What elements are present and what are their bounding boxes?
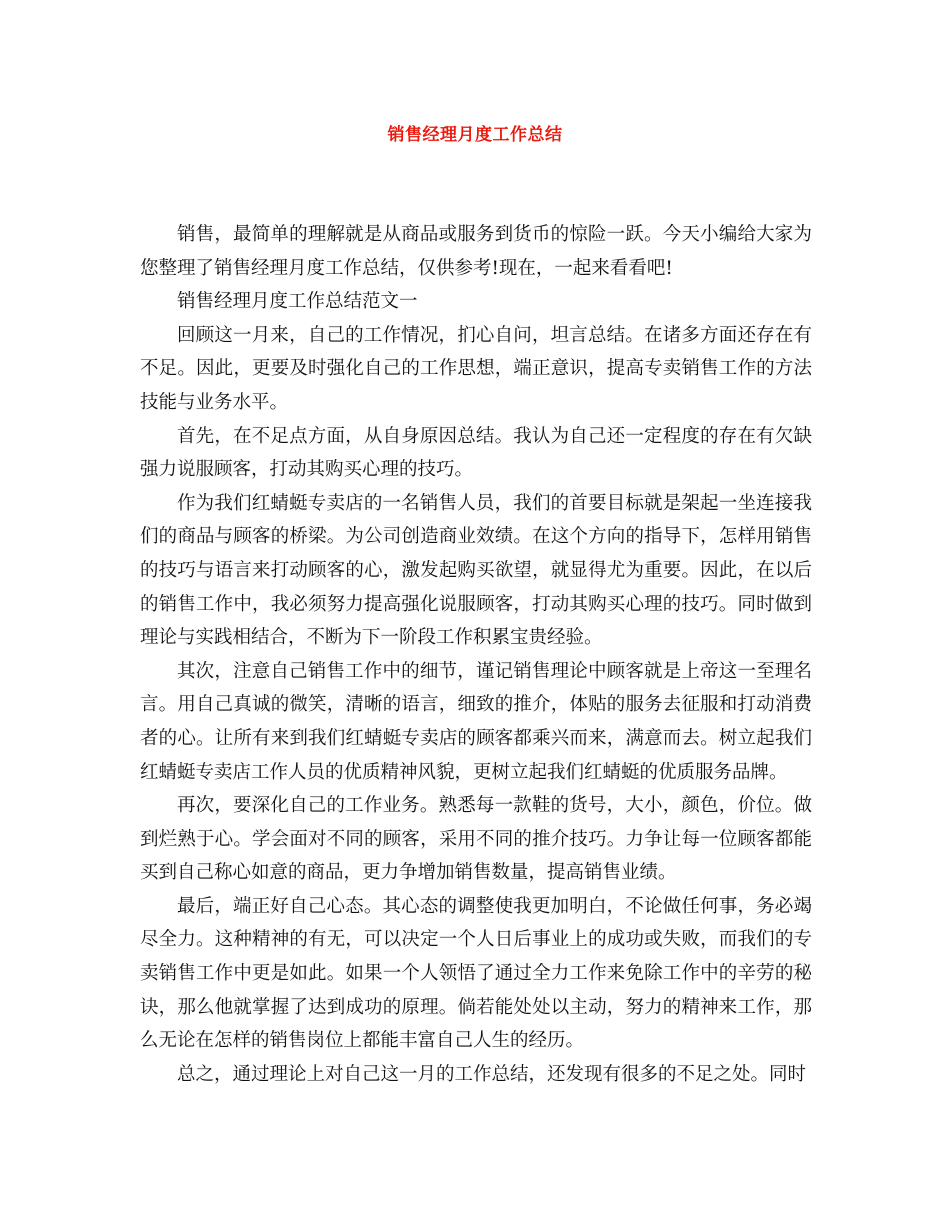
- paragraph-intro: 销售，最简单的理解就是从商品或服务到货币的惊险一跃。今天小编给大家为您整理了销售经理月度工作总结，仅供参考!现在，一起来看看吧!: [140, 224, 812, 279]
- paragraph-conclusion: 总之，通过理论上对自己这一月的工作总结，还发现有很多的不足之处。同时: [177, 1063, 807, 1085]
- paragraph-second: 其次，注意自己销售工作中的细节，谨记销售理论中顾客就是上帝这一至理名言。用自己真诚的微笑，清晰的语言，细致的推介，体贴的服务去征服和打动消费者的心。让所有来到我们红蜻蜓专卖店的顾客都乘兴而来，满意而去。树立起我们红蜻蜓专卖店工作人员的优质精神风貌，更树立起我们红蜻蜓的优质服务品牌。: [140, 660, 812, 783]
- paragraph-subtitle: 销售经理月度工作总结范文一: [177, 291, 418, 313]
- document-title: 销售经理月度工作总结: [387, 125, 563, 145]
- paragraph-first: 首先，在不足点方面，从自身原因总结。我认为自己还一定程度的存在有欠缺强力说服顾客，打动其购买心理的技巧。: [140, 425, 812, 481]
- paragraph-bridge: 作为我们红蜻蜓专卖店的一名销售人员，我们的首要目标就是架起一坐连接我们的商品与顾客的桥梁。为公司创造商业效绩。在这个方向的指导下，怎样用销售的技巧与语言来打动顾客的心，激发起购买欲望，就显得尤为重要。因此，在以后的销售工作中，我必须努力提高强化说服顾客，打动其购买心理的技巧。同时做到理论与实践相结合，不断为下一阶段工作积累宝贵经验。: [140, 492, 812, 649]
- paragraph-third: 再次，要深化自己的工作业务。熟悉每一款鞋的货号，大小，颜色，价位。做到烂熟于心。学会面对不同的顾客，采用不同的推介技巧。力争让每一位顾客都能买到自己称心如意的商品，更力争增加销售数量，提高销售业绩。: [140, 795, 812, 884]
- document-body: [140, 218, 812, 1091]
- paragraph-last: 最后，端正好自己心态。其心态的调整使我更加明白，不论做任何事，务必竭尽全力。这种精神的有无，可以决定一个人日后事业上的成功或失败，而我们的专卖销售工作中更是如此。如果一个人领悟了通过全力工作来免除工作中的辛劳的秘诀，那么他就掌握了达到成功的原理。倘若能处处以主动，努力的精神来工作，那么无论在怎样的销售岗位上都能丰富自己人生的经历。: [140, 895, 812, 1052]
- paragraph-review: 回顾这一月来，自己的工作情况，扪心自问，坦言总结。在诸多方面还存在有不足。因此，更要及时强化自己的工作思想，端正意识，提高专卖销售工作的方法技能与业务水平。: [140, 324, 812, 413]
